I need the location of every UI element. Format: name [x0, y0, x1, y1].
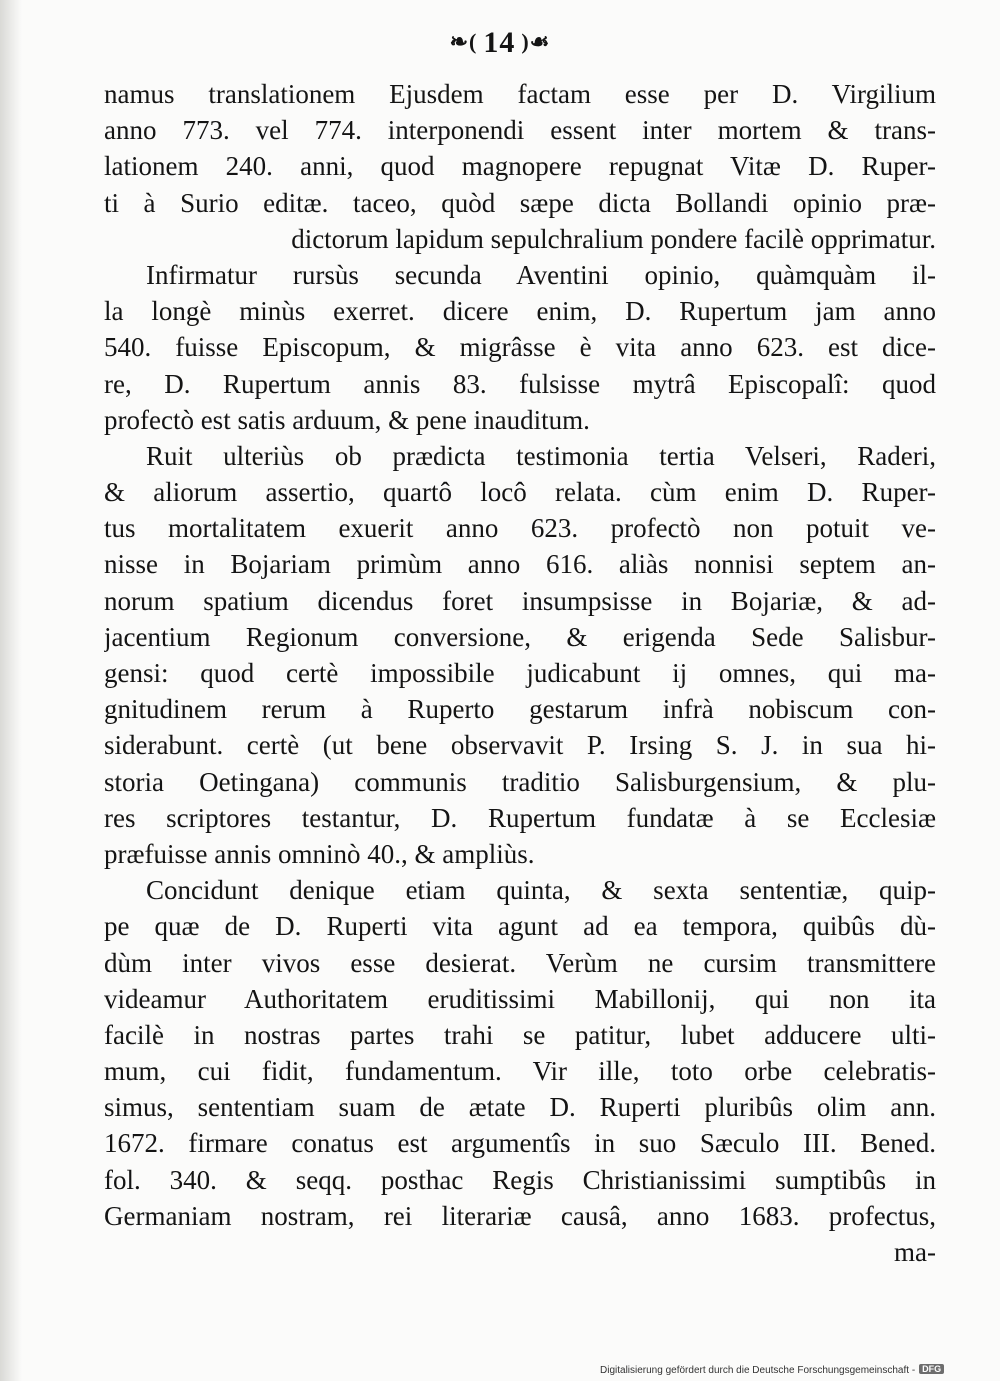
- page-edge-shadow: [0, 0, 22, 1381]
- digitization-credit: [600, 1364, 944, 1376]
- ornament-right-icon: )☙: [521, 29, 551, 54]
- text-line: præfuisse annis omninò 40., & ampliùs.: [104, 838, 535, 869]
- text-line: gnitudinem rerum à Ruperto gestarum infrà nobiscum con-: [104, 694, 936, 725]
- text-line: profectò est satis arduum, & pene inauditum.: [104, 404, 590, 435]
- text-line: Ruit ulteriùs ob prædicta testimonia tertia Velseri, Raderi,: [146, 440, 936, 471]
- text-line: facilè in nostras partes trahi se patitur, lubet adducere ulti-: [104, 1019, 936, 1050]
- text-line: dictorum lapidum sepulchralium pondere facilè opprimatur.: [291, 223, 936, 254]
- text-line: jacentium Regionum conversione, & erigenda Sede Salisbur-: [104, 621, 936, 652]
- text-line: namus translationem Ejusdem factam esse per D. Virgilium: [104, 79, 936, 109]
- text-line: Infirmatur rursùs secunda Aventini opinio, quàmquàm il-: [146, 259, 936, 290]
- text-line: norum spatium dicendus foret insumpsisse in Bojariæ, & ad-: [104, 585, 936, 616]
- text-line: 1672. firmare conatus est argumentîs in suo Sæculo III. Bened.: [104, 1128, 936, 1159]
- catchword: ma-: [894, 1237, 936, 1267]
- text-line: pe quæ de D. Ruperti vita agunt ad ea tempora, quibûs dù-: [104, 911, 936, 942]
- text-line: siderabunt. certè (ut bene observavit P. Irsing S. J. in sua hi-: [104, 730, 936, 761]
- text-line: fol. 340. & seqq. posthac Regis Christianissimi sumptibûs in: [104, 1164, 936, 1195]
- text-line: tus mortalitatem exuerit anno 623. profectò non potuit ve-: [104, 513, 936, 544]
- text-line: Concidunt denique etiam quinta, & sexta sententiæ, quip-: [146, 875, 936, 906]
- text-line: re, D. Rupertum annis 83. fulsisse mytrâ Episcopalî: quod: [104, 368, 936, 399]
- text-line: lationem 240. anni, quod magnopere repugnat Vitæ D. Ruper-: [104, 151, 936, 182]
- page-header: [0, 26, 1000, 60]
- text-line: ti à Surio editæ. taceo, quòd sæpe dicta Bollandi opinio præ-: [104, 187, 936, 218]
- text-line: dùm inter vivos esse desierat. Verùm ne cursim transmittere: [104, 947, 936, 978]
- text-line: 540. fuisse Episcopum, & migrâsse è vita anno 623. est dice-: [104, 332, 936, 363]
- text-line: storia Oetingana) communis traditio Salisburgensium, & plu-: [104, 766, 936, 797]
- text-line: nisse in Bojariam primùm anno 616. aliàs nonnisi septem an-: [104, 549, 936, 580]
- page-number: 14: [483, 26, 516, 59]
- credit-text: Digitalisierung gefördert durch die Deutsche Forschungsgemeinschaft -: [600, 1365, 916, 1376]
- ornament-left-icon: ❧(: [449, 29, 478, 54]
- text-line: videamur Authoritatem eruditissimi Mabillonij, qui non ita: [104, 983, 936, 1014]
- text-line: simus, sententiam suam de ætate D. Ruperti pluribûs olim ann.: [104, 1092, 936, 1123]
- text-line: gensi: quod certè impossibile judicabunt ij omnes, qui ma-: [104, 658, 936, 688]
- text-line: res scriptores testantur, D. Rupertum fundatæ à se Ecclesiæ: [104, 802, 936, 833]
- body-text: [104, 76, 936, 1270]
- text-line: la longè minùs exerret. dicere enim, D. Rupertum jam anno: [104, 296, 936, 327]
- text-line: anno 773. vel 774. interponendi essent inter mortem & trans-: [104, 115, 936, 146]
- dfg-logo-icon: DFG: [919, 1364, 944, 1374]
- text-line: mum, cui fidit, fundamentum. Vir ille, toto orbe celebratis-: [104, 1056, 936, 1087]
- text-line: Germaniam nostram, rei literariæ causâ, anno 1683. profectus,: [104, 1200, 936, 1231]
- text-line: & aliorum assertio, quartô locô relata. cùm enim D. Ruper-: [104, 477, 936, 508]
